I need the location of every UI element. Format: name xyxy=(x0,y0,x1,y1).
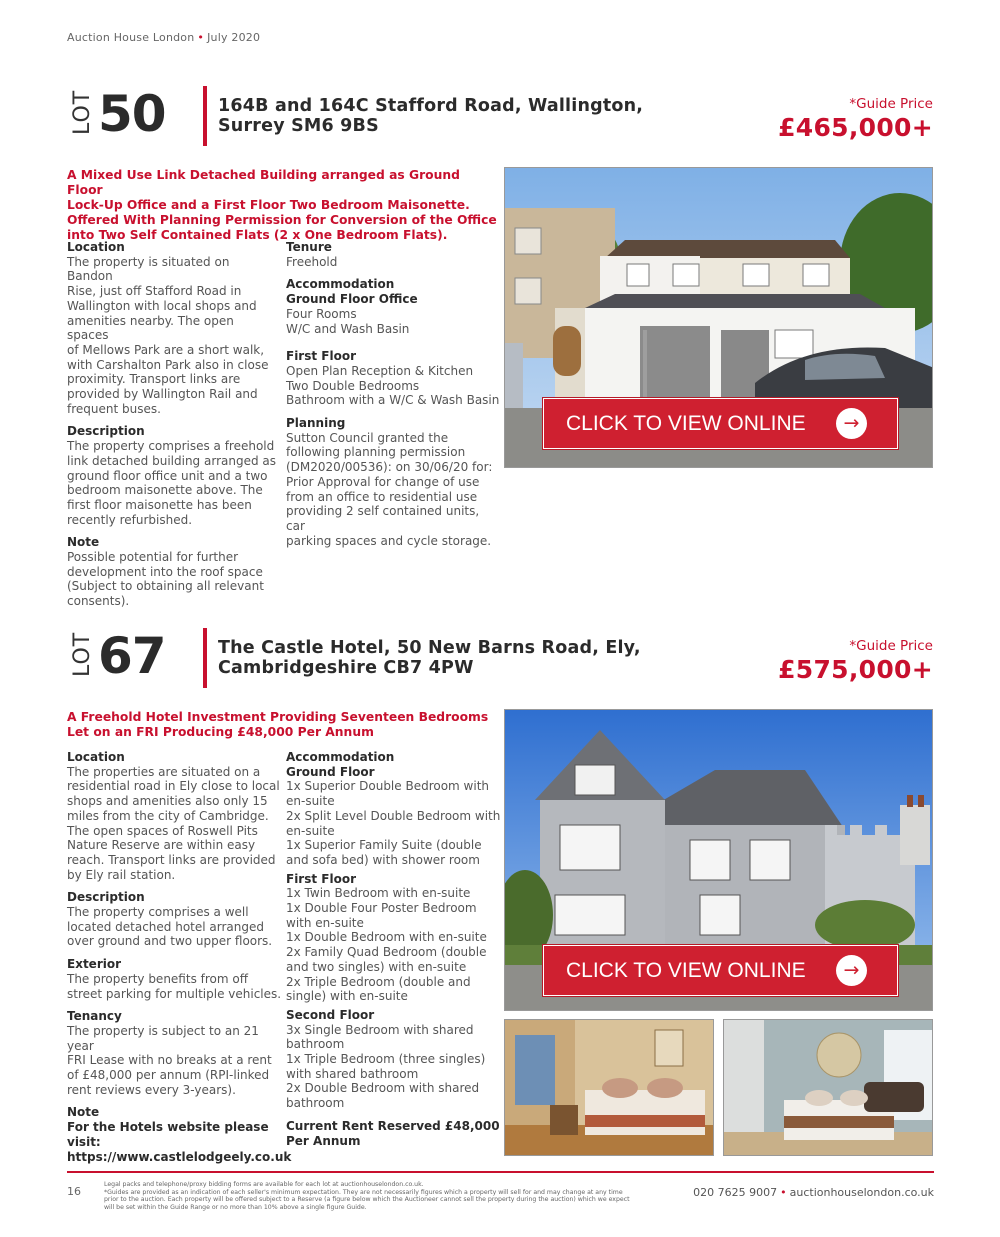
text-line: proximity. Transport links are xyxy=(67,372,241,387)
text-line: bathroom xyxy=(286,1096,345,1111)
accommodation-heading: Accommodation xyxy=(286,277,395,292)
text-line: The property comprises a well xyxy=(67,905,249,920)
text-line: single) with en-suite xyxy=(286,989,408,1004)
text-line: street parking for multiple vehicles. xyxy=(67,986,282,1001)
spacer xyxy=(67,882,282,890)
view-online-button[interactable] xyxy=(543,945,898,996)
text-line: 1x Double Bedroom with en-suite xyxy=(286,930,487,945)
text-line: (DM2020/00536): on 30/06/20 for: xyxy=(286,460,493,475)
text-line: by Ely rail station. xyxy=(67,867,176,882)
phone-number[interactable]: 020 7625 9007 xyxy=(693,1186,778,1199)
guide-price-label: *Guide Price xyxy=(849,638,933,654)
bullet-icon: • xyxy=(197,31,205,44)
lot-intro xyxy=(67,710,497,740)
text-line: en-suite xyxy=(286,823,335,838)
website-link[interactable]: https://www.castlelodgeely.co.uk xyxy=(67,1149,292,1164)
intro-line: A Mixed Use Link Detached Building arranged as Ground Floor xyxy=(67,168,460,197)
lot-details-left xyxy=(67,750,292,1164)
issue-date: July 2020 xyxy=(207,31,261,44)
text-line: 1x Superior Double Bedroom with xyxy=(286,779,490,794)
lot-address xyxy=(218,96,643,136)
guide-price: £465,000+ xyxy=(778,113,933,142)
text-line: ground floor office unit and a two xyxy=(67,468,268,483)
text-line: For the Hotels website please visit: xyxy=(67,1120,269,1149)
spacer xyxy=(67,527,277,535)
text-line: first floor maisonette has been xyxy=(67,497,252,512)
lot-number: 67 xyxy=(98,627,166,685)
lot-divider xyxy=(203,628,207,688)
lot-number: 50 xyxy=(98,85,166,143)
bedroom-photo xyxy=(723,1019,933,1156)
text-line: and two singles) with en-suite xyxy=(286,959,467,974)
lot-label: LOT xyxy=(70,89,95,135)
location-heading: Location xyxy=(67,240,125,254)
text-line: Sutton Council granted the xyxy=(286,430,449,445)
exterior-heading: Exterior xyxy=(67,957,122,972)
guide-price-label: *Guide Price xyxy=(849,96,933,112)
footer-contact xyxy=(693,1186,934,1199)
intro-line: Lock-Up Office and a First Floor Two Bedroom Maisonette. xyxy=(67,198,470,212)
bullet-icon: • xyxy=(780,1186,787,1199)
text-line: and sofa bed) with shower room xyxy=(286,852,480,867)
intro-line: Let on an FRI Producing £48,000 Per Annum xyxy=(67,725,374,739)
text-line: Possible potential for further xyxy=(67,550,239,565)
text-line: 1x Twin Bedroom with en-suite xyxy=(286,886,471,901)
lot-address xyxy=(218,638,641,678)
text-line: The properties are situated on a xyxy=(67,764,261,779)
bedroom-photo xyxy=(504,1019,714,1156)
text-line: bedroom maisonette above. The xyxy=(67,483,263,498)
second-floor-heading: Second Floor xyxy=(286,1007,375,1022)
text-line: (Subject to obtaining all relevant xyxy=(67,579,264,594)
text-line: Nature Reserve are within easy xyxy=(67,838,256,853)
running-header xyxy=(67,31,260,44)
view-online-label: CLICK TO VIEW ONLINE xyxy=(566,411,806,435)
description-heading: Description xyxy=(67,424,145,439)
text-line: The property is situated on Bandon xyxy=(67,254,230,284)
publisher-name: Auction House London xyxy=(67,31,195,44)
text-line: from an office to residential use xyxy=(286,489,478,504)
text-line: Freehold xyxy=(286,254,338,269)
text-line: 2x Split Level Double Bedroom with xyxy=(286,808,501,823)
text-line: Two Double Bedrooms xyxy=(286,378,420,393)
spacer xyxy=(67,416,277,424)
text-line: reach. Transport links are provided xyxy=(67,852,276,867)
location-heading: Location xyxy=(67,750,125,764)
arrow-right-icon: → xyxy=(836,955,867,986)
website-link[interactable]: auctionhouselondon.co.uk xyxy=(789,1186,934,1199)
text-line: over ground and two upper floors. xyxy=(67,934,273,949)
page-number: 16 xyxy=(67,1185,81,1198)
text-line: of £48,000 per annum (RPI-linked xyxy=(67,1068,270,1083)
spacer xyxy=(67,1001,282,1009)
text-line: W/C and Wash Basin xyxy=(286,321,410,336)
text-line: The property is subject to an 21 year xyxy=(67,1023,259,1053)
text-line: 1x Triple Bedroom (three singles) xyxy=(286,1052,486,1067)
lot-label: LOT xyxy=(70,631,95,677)
legal-line: *Guides are provided as an indication of each seller's minimum expectation. They are not necessarily figures which a property will sell for and may change at any time xyxy=(104,1188,623,1196)
bedroom-illustration xyxy=(724,1020,933,1156)
planning-heading: Planning xyxy=(286,416,346,431)
text-line: The open spaces of Roswell Pits xyxy=(67,823,258,838)
spacer xyxy=(286,336,501,349)
text-line: 2x Family Quad Bedroom (double xyxy=(286,945,487,960)
text-line: Four Rooms xyxy=(286,306,357,321)
text-line: rent reviews every 3-years). xyxy=(67,1082,236,1097)
current-rent: Current Rent Reserved £48,000 xyxy=(286,1118,500,1133)
text-line: bathroom xyxy=(286,1037,345,1052)
text-line: Open Plan Reception & Kitchen xyxy=(286,363,474,378)
text-line: amenities nearby. The open spaces xyxy=(67,313,234,343)
description-heading: Description xyxy=(67,890,145,905)
address-line: Cambridgeshire CB7 4PW xyxy=(218,658,474,678)
address-line: Surrey SM6 9BS xyxy=(218,116,379,136)
text-line: 1x Superior Family Suite (double xyxy=(286,838,482,853)
ground-floor-heading: Ground Floor xyxy=(286,764,375,779)
text-line: 3x Single Bedroom with shared xyxy=(286,1022,474,1037)
accommodation-heading: Accommodation xyxy=(286,750,395,764)
tenancy-heading: Tenancy xyxy=(67,1009,122,1024)
lot-details-left xyxy=(67,240,277,609)
current-rent: Per Annum xyxy=(286,1133,361,1148)
view-online-button[interactable] xyxy=(543,398,898,449)
text-line: recently refurbished. xyxy=(67,512,193,527)
text-line: 2x Double Bedroom with shared xyxy=(286,1081,480,1096)
text-line: en-suite xyxy=(286,794,335,809)
text-line: of Mellows Park are a short walk, xyxy=(67,342,265,357)
address-line: 164B and 164C Stafford Road, Wallington, xyxy=(218,96,644,116)
text-line: development into the roof space xyxy=(67,564,263,579)
address-line: The Castle Hotel, 50 New Barns Road, Ely, xyxy=(218,638,641,658)
note-heading: Note xyxy=(67,535,100,550)
spacer xyxy=(286,1111,501,1119)
text-line: shops and amenities also only 15 xyxy=(67,794,268,809)
bedroom-illustration xyxy=(505,1020,714,1156)
text-line: The property comprises a freehold xyxy=(67,439,275,454)
lot-details-right xyxy=(286,240,501,548)
tenure-heading: Tenure xyxy=(286,240,332,254)
arrow-right-icon: → xyxy=(836,408,867,439)
spacer xyxy=(286,269,501,277)
intro-line: into Two Self Contained Flats (2 x One Bedroom Flats). xyxy=(67,228,448,242)
text-line: providing 2 self contained units, car xyxy=(286,504,480,533)
footer-divider xyxy=(67,1171,934,1173)
spacer xyxy=(67,949,282,957)
text-line: parking spaces and cycle storage. xyxy=(286,533,492,548)
text-line: miles from the city of Cambridge. xyxy=(67,808,269,823)
lot-intro xyxy=(67,168,497,243)
text-line: consents). xyxy=(67,594,130,609)
legal-line: will be set within the Guide Range or no more than 10% above a single figure Guide. xyxy=(104,1203,367,1211)
text-line: link detached building arranged as xyxy=(67,453,276,468)
ground-floor-heading: Ground Floor Office xyxy=(286,292,418,307)
text-line: following planning permission xyxy=(286,445,466,460)
text-line: 1x Double Four Poster Bedroom xyxy=(286,901,477,916)
intro-line: A Freehold Hotel Investment Providing Seventeen Bedrooms xyxy=(67,710,489,724)
text-line: FRI Lease with no breaks at a rent xyxy=(67,1053,272,1068)
text-line: Prior Approval for change of use xyxy=(286,474,480,489)
first-floor-heading: First Floor xyxy=(286,349,357,364)
note-heading: Note xyxy=(67,1105,100,1120)
text-line: with Carshalton Park also in close xyxy=(67,357,269,372)
spacer xyxy=(67,1097,282,1105)
text-line: provided by Wallington Rail and xyxy=(67,387,258,402)
text-line: 2x Triple Bedroom (double and xyxy=(286,974,471,989)
text-line: frequent buses. xyxy=(67,401,161,416)
text-line: with en-suite xyxy=(286,915,364,930)
legal-notice xyxy=(104,1181,644,1211)
text-line: The property benefits from off xyxy=(67,971,248,986)
legal-line: prior to the auction. Each property will be offered subject to a Reserve (a figure below which the Auctioneer cannot sell the property during the auction) which we expect xyxy=(104,1196,630,1204)
text-line: located detached hotel arranged xyxy=(67,919,264,934)
text-line: Bathroom with a W/C & Wash Basin xyxy=(286,393,500,408)
lot-details-right xyxy=(286,750,501,1148)
text-line: Rise, just off Stafford Road in xyxy=(67,284,242,299)
legal-line: Legal packs and telephone/proxy bidding forms are available for each lot at auctionhouselondon.co.uk. xyxy=(104,1181,424,1188)
lot-divider xyxy=(203,86,207,146)
intro-line: Offered With Planning Permission for Conversion of the Office xyxy=(67,213,497,227)
guide-price: £575,000+ xyxy=(778,655,933,684)
view-online-label: CLICK TO VIEW ONLINE xyxy=(566,958,806,982)
text-line: residential road in Ely close to local xyxy=(67,779,280,794)
spacer xyxy=(286,408,501,416)
text-line: with shared bathroom xyxy=(286,1066,419,1081)
text-line: Wallington with local shops and xyxy=(67,298,257,313)
first-floor-heading: First Floor xyxy=(286,871,357,886)
